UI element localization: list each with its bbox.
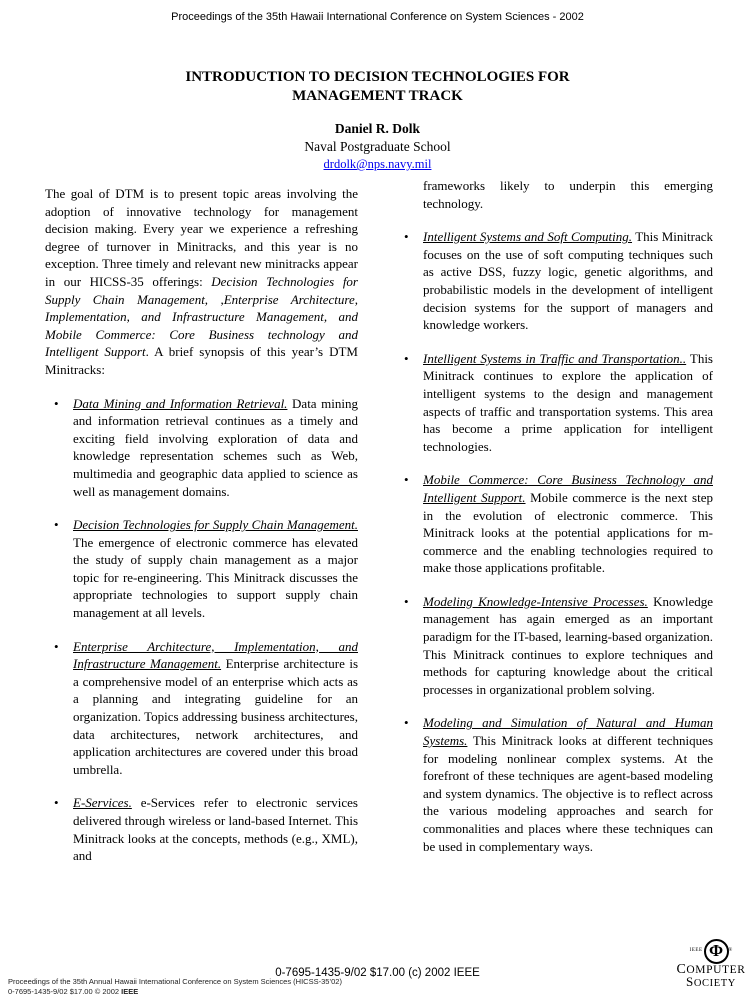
two-column-body bbox=[45, 176, 713, 881]
left-column bbox=[45, 176, 358, 881]
bullet-icon: • bbox=[404, 229, 409, 245]
minitrack-description: This Minitrack focuses on the use of soft computing techniques such as active DSS, fuzzy logic, genetic algorithms, and probabilistic models in the development of intelligent decision systems for the support of managers and knowledge workers. bbox=[423, 229, 713, 333]
minitrack-title: E-Services. bbox=[73, 795, 132, 811]
minitrack-title: Enterprise Architecture, Implementation, and Infrastructure Management. bbox=[73, 638, 358, 672]
footer-copyright-line: 0-7695-1435-9/02 $17.00 © 2002 IEEE bbox=[8, 987, 139, 996]
proceedings-header: Proceedings of the 35th Hawaii International Conference on System Sciences - 2002 bbox=[171, 11, 584, 23]
logo-society-text: SOCIETY bbox=[686, 974, 736, 989]
registered-mark: ® bbox=[728, 948, 733, 953]
intro-paragraph bbox=[45, 185, 358, 379]
minitrack-list-left bbox=[45, 395, 358, 865]
bullet-icon: • bbox=[404, 593, 409, 609]
bullet-icon: • bbox=[404, 472, 409, 488]
copyright-notice: 0-7695-1435-9/02 $17.00 (c) 2002 IEEE bbox=[275, 967, 480, 979]
minitrack-description: This Minitrack continues to explore the application of intelligent systems to the design and management aspects of traffic and transportation systems. This area has become a prime application for intelligent technologies. bbox=[423, 350, 713, 454]
bullet-icon: • bbox=[54, 517, 59, 533]
list-item bbox=[45, 395, 358, 501]
minitrack-title: Intelligent Systems and Soft Computing. bbox=[423, 229, 633, 245]
bullet-icon: • bbox=[404, 350, 409, 366]
author-name: Daniel R. Dolk bbox=[334, 121, 421, 136]
bullet-icon: • bbox=[404, 715, 409, 731]
list-item bbox=[45, 516, 358, 622]
logo-computer-text: COMPUTER bbox=[676, 962, 746, 977]
bullet-icon: • bbox=[54, 638, 59, 654]
intro-text-post: . A brief synopsis of this year’s DTM Minitracks: bbox=[45, 344, 358, 377]
minitrack-list-right bbox=[395, 228, 713, 855]
minitrack-description: This Minitrack looks at different techniques for modeling nonlinear complex systems. At the forefront of these techniques are agent-based modeling and system dynamics. The objective is to reflect across the various modeling approaches and search for commonalities and places where these techniques can be used in complementary ways. bbox=[423, 733, 714, 854]
minitrack-description: Mobile commerce is the next step in the evolution of electronic commerce. This Minitrack looks at the potential applications for m-commerce and the enabling technologies required to make those applications profitable. bbox=[423, 489, 714, 576]
minitrack-title: Modeling Knowledge-Intensive Processes. bbox=[423, 593, 648, 609]
minitrack-title: Intelligent Systems in Traffic and Transportation.. bbox=[423, 350, 687, 366]
list-item bbox=[395, 350, 713, 456]
minitrack-description: The emergence of electronic commerce has elevated the study of supply chain management as a major topic for re-engineering. This Minitrack discusses the appropriate technologies to support supply chain management at all levels. bbox=[73, 534, 358, 621]
right-column bbox=[395, 176, 713, 881]
list-item bbox=[395, 471, 713, 577]
intro-text-italic: Decision Technologies for Supply Chain Management, ,Enterprise Architecture, Implementation, and Infrastructure Management, and Mobile Commerce: Core Business technology and Intelligent Support bbox=[45, 273, 358, 360]
author-affiliation: Naval Postgraduate School bbox=[304, 138, 451, 154]
minitrack-title: Mobile Commerce: Core Business Technology and Intelligent Support. bbox=[423, 472, 713, 505]
minitrack-title: Modeling and Simulation of Natural and Human Systems. bbox=[423, 715, 713, 749]
page-title-line1: INTRODUCTION TO DECISION TECHNOLOGIES FOR bbox=[185, 69, 570, 85]
author-email bbox=[0, 155, 755, 174]
minitrack-title: Data Mining and Information Retrieval. bbox=[73, 395, 288, 411]
minitrack-description: e-Services refer to electronic services delivered through wireless or land-based Internet. This Minitrack looks at the concepts, methods (e.g., XML), and bbox=[73, 795, 358, 864]
footer-proceedings-line: Proceedings of the 35th Annual Hawaii International Conference on System Sciences (HICSS-35’02) bbox=[8, 977, 342, 986]
ieee-label: IEEE bbox=[689, 948, 703, 953]
list-item bbox=[45, 794, 358, 864]
author-block bbox=[0, 120, 755, 174]
phi-circle-icon: Φ bbox=[704, 939, 729, 964]
ieee-computer-society-logo bbox=[672, 938, 750, 990]
bullet-icon: • bbox=[54, 795, 59, 811]
list-item bbox=[395, 228, 713, 334]
minitrack-description: Knowledge management has again emerged as an important paradigm for the IT-based, learning-based organization. This Minitrack continues to explore techniques and methods for capturing knowledge about the critical processes in organizational problem solving. bbox=[423, 593, 713, 697]
page-title-line2: MANAGEMENT TRACK bbox=[292, 87, 463, 104]
list-item bbox=[45, 638, 358, 779]
bullet-icon: • bbox=[54, 395, 59, 411]
minitrack-description: Enterprise architecture is a comprehensive model of an enterprise which acts as a planning and integrating guideline for an organization. Topics addressing business architectures, data architectures, network architectures, and application architectures are covered under this broad umbrella. bbox=[73, 656, 359, 777]
intro-text-pre: The goal of DTM is to present topic areas involving the adoption of innovative technology for management decision making. Every year we experience a refreshing degree of turnover in Minitracks, and this year is no exception. Three timely and relevant new minitracks appear in our HICSS-35 offerings: bbox=[45, 186, 358, 289]
author-email-link[interactable]: drdolk@nps.navy.mil bbox=[323, 157, 432, 171]
list-item bbox=[395, 714, 713, 855]
footer-small-print bbox=[8, 977, 342, 997]
logo-emblem bbox=[672, 938, 750, 964]
page-title bbox=[0, 68, 755, 105]
list-item bbox=[395, 593, 713, 699]
continuation-paragraph: frameworks likely to underpin this emerging technology. bbox=[423, 178, 713, 211]
minitrack-description: Data mining and information retrieval continues as a timely and exciting field involving exploration of data and knowledge representation schemes such as Web, multimedia and geographic data applied to science as well as management domains. bbox=[73, 395, 358, 499]
minitrack-title: Decision Technologies for Supply Chain Management. bbox=[73, 517, 358, 533]
